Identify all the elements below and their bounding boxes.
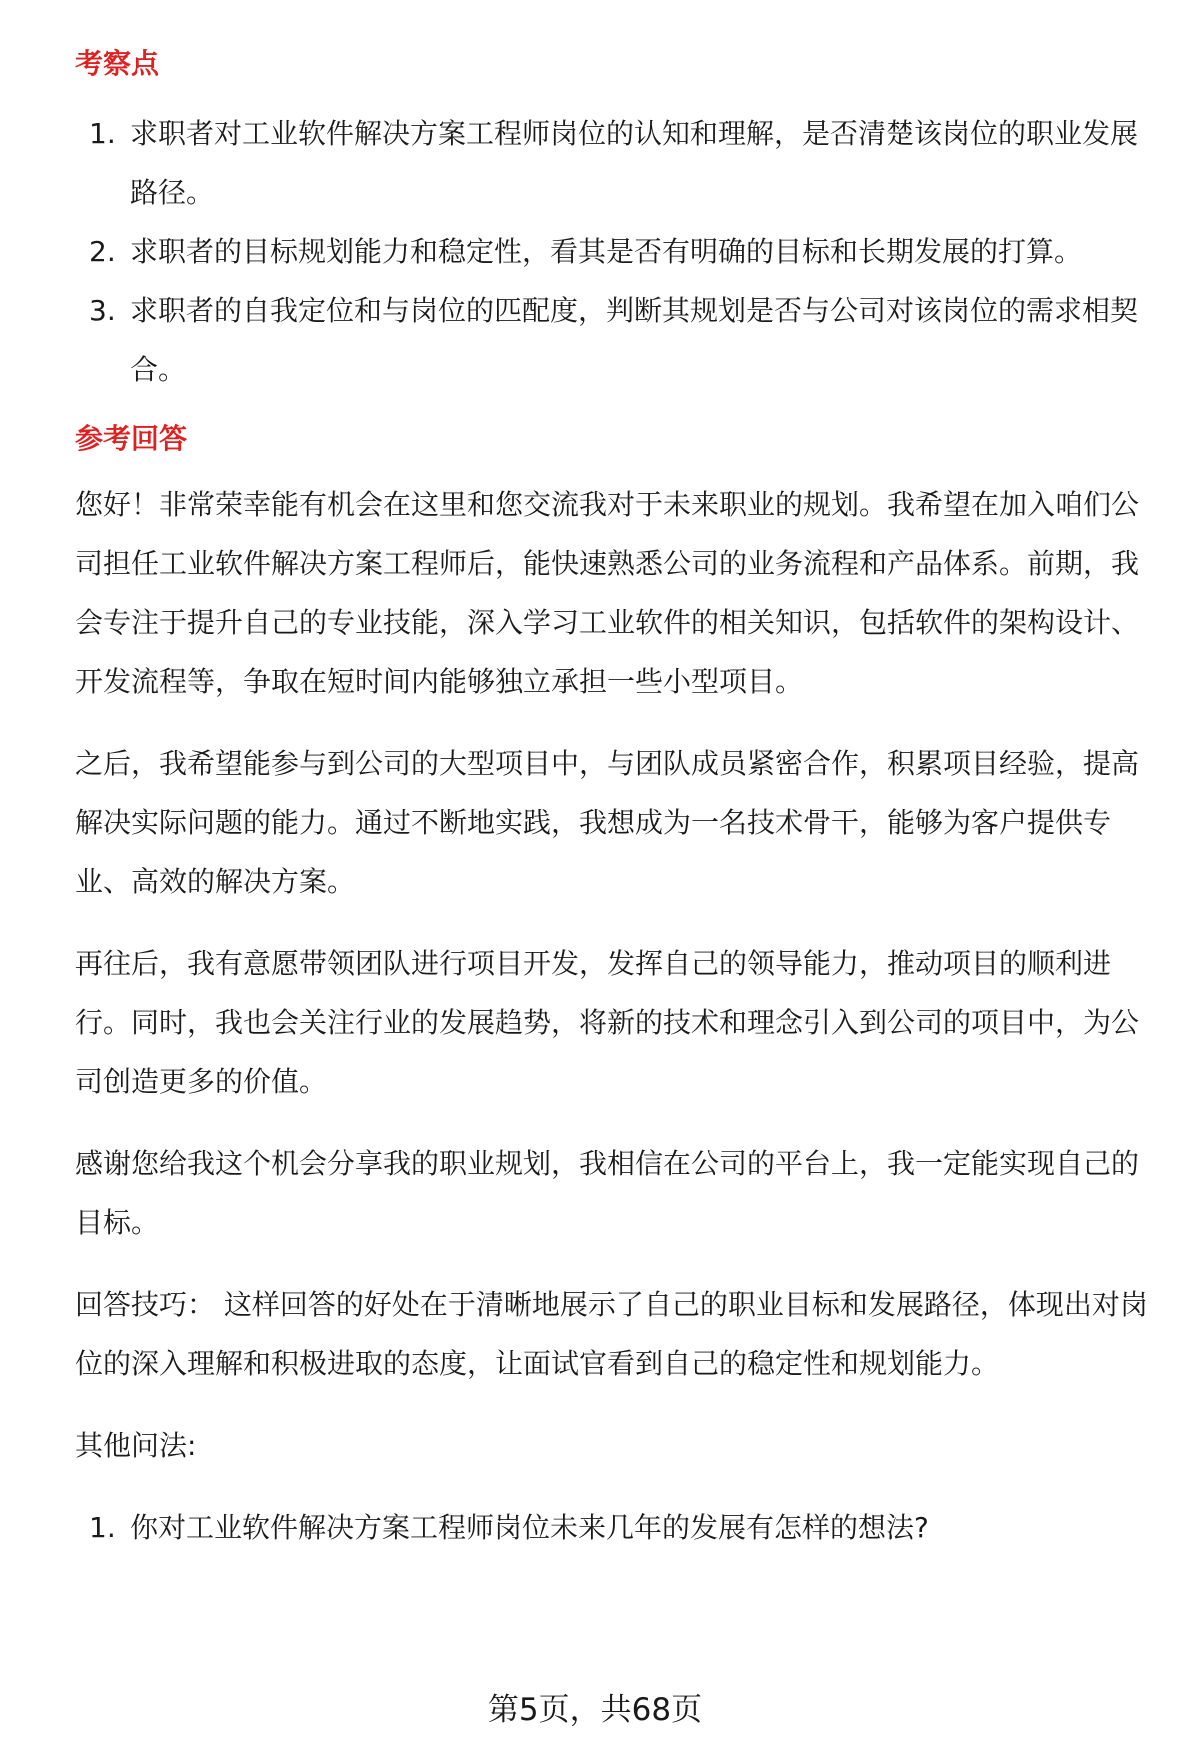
list-item: [75, 104, 1165, 222]
other-questions-list: [75, 1498, 1165, 1557]
list-number: 1.: [89, 1511, 116, 1544]
page-number-footer: 第5页，共68页: [487, 1692, 703, 1728]
list-number: 3.: [89, 294, 116, 327]
other-questions-title: 其他问法:: [75, 1429, 197, 1462]
kaochadian-list: [75, 104, 1165, 399]
list-number: 1.: [89, 117, 116, 150]
section-heading-cankao: 参考回答: [75, 422, 188, 455]
section-heading-kaochadian: 考察点: [75, 47, 160, 80]
answer-tips: 回答技巧： 这样回答的好处在于清晰地展示了自己的职业目标和发展路径，体现出对岗位的深入理解和积极进取的态度，让面试官看到自己的稳定性和规划能力。: [75, 1288, 1148, 1380]
list-item-text: 求职者的目标规划能力和稳定性，看其是否有明确的目标和长期发展的打算。: [130, 235, 1083, 268]
answer-paragraph: 感谢您给我这个机会分享我的职业规划，我相信在公司的平台上，我一定能实现自己的目标。: [75, 1147, 1140, 1239]
list-number: 2.: [89, 235, 116, 268]
list-item: [75, 1498, 1165, 1557]
list-item: [75, 222, 1165, 281]
list-item-text: 你对工业软件解决方案工程师岗位未来几年的发展有怎样的想法?: [130, 1511, 929, 1544]
list-item-text: 求职者的自我定位和与岗位的匹配度，判断其规划是否与公司对该岗位的需求相契合。: [130, 294, 1139, 386]
answer-paragraph: 再往后，我有意愿带领团队进行项目开发，发挥自己的领导能力，推动项目的顺利进行。同时，我也会关注行业的发展趋势，将新的技术和理念引入到公司的项目中，为公司创造更多的价值。: [75, 947, 1140, 1098]
page-content: [75, 44, 1165, 1557]
answer-paragraph: 之后，我希望能参与到公司的大型项目中，与团队成员紧密合作，积累项目经验，提高解决实际问题的能力。通过不断地实践，我想成为一名技术骨干，能够为客户提供专业、高效的解决方案。: [75, 747, 1140, 898]
list-item: [75, 281, 1165, 399]
list-item-text: 求职者对工业软件解决方案工程师岗位的认知和理解，是否清楚该岗位的职业发展路径。: [130, 117, 1139, 209]
answer-paragraph: 您好！非常荣幸能有机会在这里和您交流我对于未来职业的规划。我希望在加入咱们公司担任工业软件解决方案工程师后，能快速熟悉公司的业务流程和产品体系。前期，我会专注于提升自己的专业技能，深入学习工业软件的相关知识，包括软件的架构设计、开发流程等，争取在短时间内能够独立承担一些小型项目。: [75, 488, 1140, 698]
